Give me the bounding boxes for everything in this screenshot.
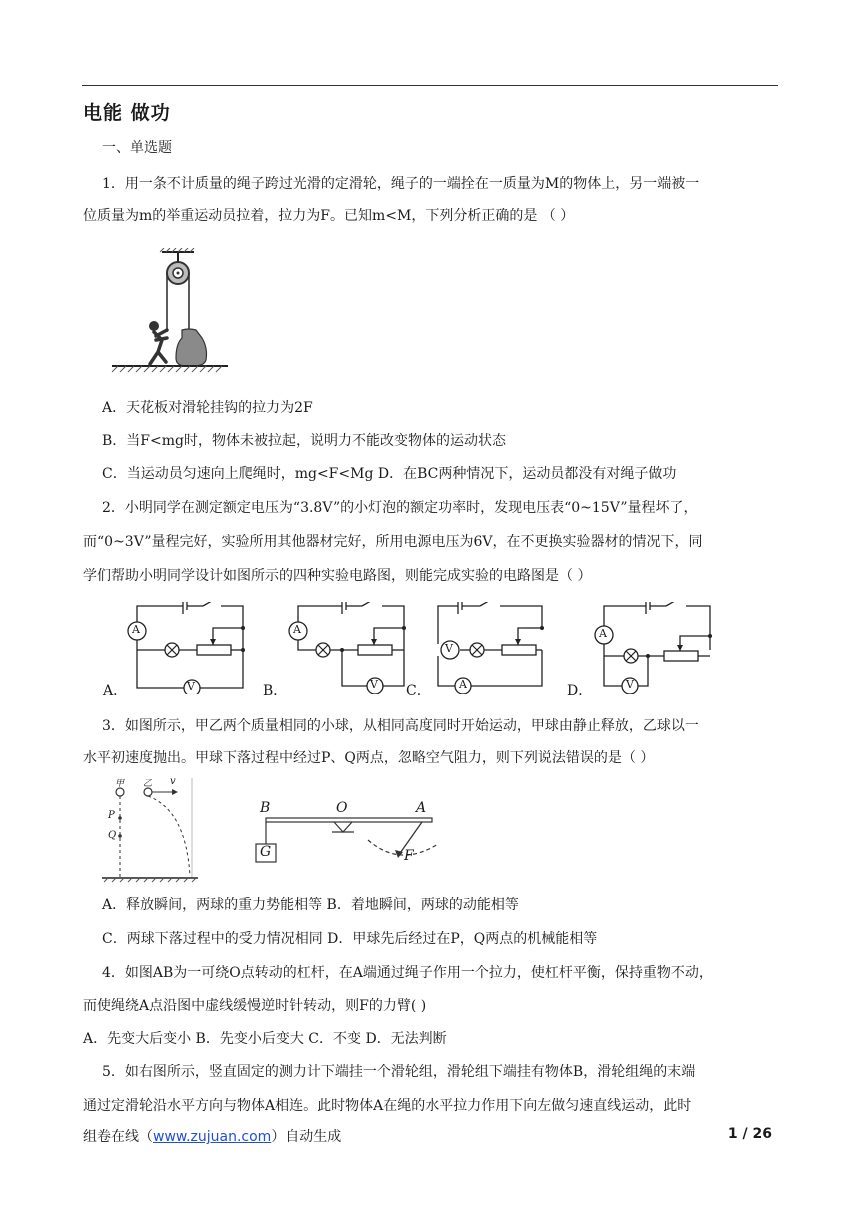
q1-stem-line-2: 位质量为m的举重运动员拉着，拉力为F。已知m<M，下列分析正确的是 （ ） (83, 208, 575, 224)
q2-label-b: B． (263, 683, 288, 699)
force-f-label: F (404, 848, 414, 864)
footer-suffix: ）自动生成 (271, 1129, 342, 1145)
section-heading: 一、单选题 (102, 140, 172, 156)
ammeter-label: A (132, 623, 140, 636)
lever-point-a-label: A (416, 800, 427, 816)
q3-option-cd: C．两球下落过程中的受力情况相同 D．甲球先后经过在P，Q两点的机械能相等 (102, 931, 598, 947)
q5-stem-line-2: 通过定滑轮沿水平方向与物体A相连。此时物体A在绳的水平拉力作用下向左做匀速直线运动，此时 (83, 1098, 692, 1114)
footer-prefix: 组卷在线（ (83, 1129, 153, 1145)
voltmeter-label: V (370, 678, 378, 691)
ammeter-label: A (459, 678, 467, 691)
footer-link[interactable]: www.zujuan.com (153, 1129, 272, 1145)
q2-label-a: A． (103, 683, 128, 699)
point-q-label: Q (108, 830, 117, 841)
q1-option-cd: C．当运动员匀速向上爬绳时，mg<F<Mg D．在BC两种情况下，运动员都没有对绳子做功 (102, 466, 677, 482)
lever-point-b-label: B (260, 800, 271, 816)
q2-circuit-c (430, 602, 554, 694)
voltmeter-label: V (626, 678, 634, 691)
q2-label-c: C． (406, 683, 431, 699)
q5-stem-line-1: 5．如右图所示，竖直固定的测力计下端挂一个滑轮组，滑轮组下端挂有物体B，滑轮组绳的末端 (102, 1064, 696, 1080)
q3-falling-balls-figure (100, 776, 200, 884)
q3-stem-line-2: 水平初速度抛出。甲球下落过程中经过P、Q两点，忽略空气阻力，则下列说法错误的是（ ） (83, 750, 655, 766)
q3-option-ab: A．释放瞬间，两球的重力势能相等 B．着地瞬间，两球的动能相等 (102, 897, 519, 913)
page-number: 1 / 26 (727, 1126, 772, 1142)
ammeter-label: A (293, 623, 301, 636)
point-p-label: P (108, 810, 115, 821)
q4-stem-line-2: 而使绳绕A点沿图中虚线缓慢逆时针转动，则F的力臂( ) (83, 998, 427, 1014)
ball-yi-label: 乙 (143, 779, 153, 789)
q2-stem-line-1: 2．小明同学在测定额定电压为“3.8V”的小灯泡的额定功率时，发现电压表“0~15V”量程坏了， (102, 500, 698, 516)
q2-stem-line-2: 而“0~3V”量程完好，实验所用其他器材完好，所用电源电压为6V，在不更换实验器材的情况下，同 (83, 534, 703, 550)
velocity-label: v (170, 776, 176, 787)
q1-option-a: A．天花板对滑轮挂钩的拉力为2F (102, 400, 313, 416)
lever-pivot-o-label: O (336, 800, 348, 816)
ammeter-label: A (599, 627, 607, 640)
voltmeter-label: V (187, 680, 195, 693)
q2-circuit-b (286, 602, 410, 694)
footer-source (83, 1126, 341, 1146)
q4-options: A．先变大后变小 B．先变小后变大 C．不变 D．无法判断 (83, 1031, 447, 1047)
q1-option-b: B．当F<mg时，物体未被拉起，说明力不能改变物体的运动状态 (102, 433, 506, 449)
page-title: 电能 做功 (83, 102, 171, 124)
q2-label-d: D． (567, 683, 593, 699)
q1-pulley-figure (110, 248, 230, 376)
voltmeter-label: V (445, 642, 453, 655)
q2-circuit-d (592, 602, 716, 694)
ball-jia-label: 甲 (115, 779, 125, 789)
q3-stem-line-1: 3．如图所示，甲乙两个质量相同的小球，从相同高度同时开始运动，甲球由静止释放，乙球以一 (102, 718, 699, 734)
q4-lever-figure (248, 800, 444, 868)
header-rule (82, 85, 778, 86)
q1-stem-line-1: 1．用一条不计质量的绳子跨过光滑的定滑轮，绳子的一端拴在一质量为M的物体上，另一端被一 (102, 176, 700, 192)
weight-g-label: G (260, 844, 272, 860)
q2-circuit-a (125, 602, 249, 694)
q2-stem-line-3: 学们帮助小明同学设计如图所示的四种实验电路图，则能完成实验的电路图是（ ） (83, 568, 592, 584)
q4-stem-line-1: 4．如图AB为一可绕O点转动的杠杆，在A端通过绳子作用一个拉力，使杠杆平衡，保持重物不动， (102, 965, 713, 981)
